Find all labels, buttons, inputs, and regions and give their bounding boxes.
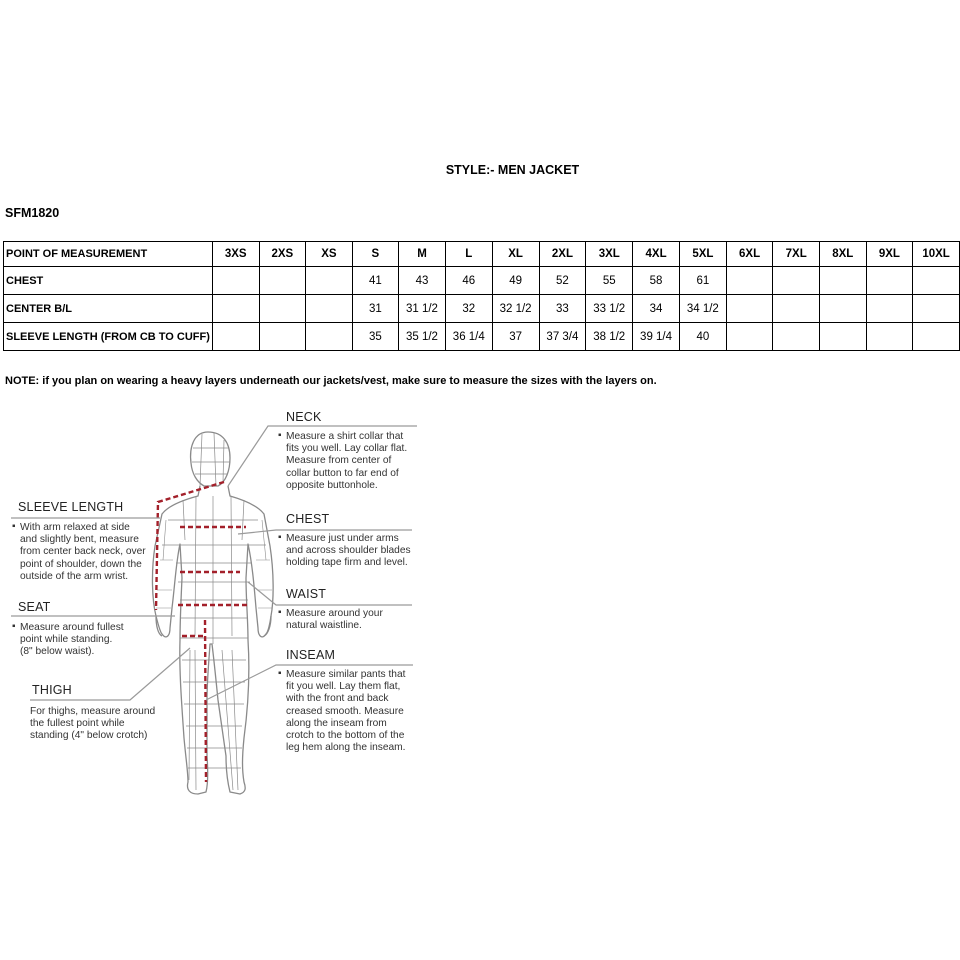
size-value-cell: 34 1/2 (679, 295, 726, 323)
instruction-line: the fullest point while (30, 718, 125, 730)
row-label: CHEST (4, 267, 213, 295)
size-value-cell: 37 3/4 (539, 323, 586, 351)
size-value-cell: 32 (445, 295, 492, 323)
instruction-line: point while standing. (20, 634, 113, 646)
header-size: 3XS (212, 242, 259, 267)
instruction-line: standing (4" below crotch) (30, 730, 148, 742)
instruction-line: Measure a shirt collar that (286, 431, 404, 442)
instruction-line: fit you well. Lay them flat, (286, 681, 401, 693)
header-size: 8XL (819, 242, 866, 267)
row-label: SLEEVE LENGTH (FROM CB TO CUFF) (4, 323, 213, 351)
size-value-cell: 39 1/4 (633, 323, 680, 351)
header-size: 7XL (773, 242, 820, 267)
instruction-line: Measure around your (286, 608, 383, 619)
size-value-cell: 55 (586, 267, 633, 295)
layering-note: NOTE: if you plan on wearing a heavy layers underneath our jackets/vest, make sure to measure the sizes with the layers on. (5, 375, 657, 387)
instruction-line: holding tape firm and level. (286, 557, 408, 569)
header-size: M (399, 242, 446, 267)
size-value-cell: 33 1/2 (586, 295, 633, 323)
instruction-line: For thighs, measure around (30, 706, 156, 717)
size-value-cell: 32 1/2 (492, 295, 539, 323)
size-value-cell: 58 (633, 267, 680, 295)
instruction-line: and across shoulder blades (286, 545, 411, 557)
size-value-cell: 61 (679, 267, 726, 295)
style-code: SFM1820 (5, 206, 60, 220)
size-value-cell: 46 (445, 267, 492, 295)
size-value-cell: 35 1/2 (399, 323, 446, 351)
bullet-icon: ▪ (12, 621, 16, 632)
seat-guide-instructions (20, 622, 124, 659)
inseam-guide-title: INSEAM (286, 648, 336, 662)
header-size: 10XL (913, 242, 960, 267)
thigh-guide-instructions (30, 706, 155, 743)
waist-guide-title: WAIST (286, 587, 327, 601)
instruction-line: Measure around fullest (20, 622, 124, 633)
instruction-line: collar button to far end of (286, 467, 399, 479)
bullet-icon: ▪ (278, 607, 282, 618)
instruction-line: creased smooth. Measure (286, 705, 404, 717)
size-value-cell: 31 1/2 (399, 295, 446, 323)
row-label: CENTER B/L (4, 295, 213, 323)
size-value-cell: 33 (539, 295, 586, 323)
instruction-line: opposite buttonhole. (286, 479, 378, 491)
inseam-guide-instructions (286, 669, 406, 754)
chest-guide-title: CHEST (286, 512, 330, 526)
instruction-line: Measure from center of (286, 455, 392, 467)
sleeve-guide-title: SLEEVE LENGTH (18, 500, 124, 514)
size-value-cell: 41 (352, 267, 398, 295)
header-size: 5XL (679, 242, 726, 267)
instruction-line: leg hem along the inseam. (286, 742, 406, 754)
instruction-line: and slightly bent, measure (20, 534, 139, 546)
inseam-measure-line (205, 620, 206, 782)
instruction-line: (8" below waist). (20, 646, 95, 658)
size-value-cell: 31 (352, 295, 398, 323)
instruction-line: point of shoulder, down the (20, 558, 142, 570)
instruction-line: natural waistline. (286, 620, 362, 632)
bullet-icon: ▪ (278, 430, 282, 441)
header-size: L (445, 242, 492, 267)
instruction-line: crotch to the bottom of the (286, 730, 405, 742)
bullet-icon: ▪ (278, 532, 282, 543)
size-value-cell: 49 (492, 267, 539, 295)
style-title: STYLE:- MEN JACKET (445, 163, 580, 177)
bullet-icon: ▪ (278, 668, 282, 679)
instruction-line: fits you well. Lay collar flat. (286, 443, 408, 455)
header-size: 2XS (259, 242, 306, 267)
header-size: 4XL (633, 242, 680, 267)
header-size: XL (492, 242, 539, 267)
instruction-line: Measure similar pants that (286, 669, 406, 680)
sleeve-measure-line (156, 482, 224, 610)
header-size: 3XL (586, 242, 633, 267)
thigh-guide-title: THIGH (32, 683, 72, 697)
size-value-cell: 52 (539, 267, 586, 295)
bullet-icon: ▪ (12, 521, 16, 532)
size-value-cell: 36 1/4 (445, 323, 492, 351)
size-value-cell: 37 (492, 323, 539, 351)
instruction-line: with the front and back (286, 693, 389, 705)
header-size: 2XL (539, 242, 586, 267)
instruction-line: along the inseam from (286, 717, 387, 729)
header-measurement-point: POINT OF MEASUREMENT (4, 242, 213, 267)
size-value-cell: 34 (633, 295, 680, 323)
header-size: 6XL (726, 242, 773, 267)
instruction-line: from center back neck, over (20, 546, 146, 558)
size-value-cell: 40 (679, 323, 726, 351)
header-size: 9XL (866, 242, 913, 267)
size-value-cell: 43 (399, 267, 446, 295)
sleeve-guide-instructions (20, 522, 146, 583)
size-value-cell: 35 (352, 323, 398, 351)
instruction-line: outside of the arm wrist. (20, 570, 129, 582)
waist-guide-instructions (286, 608, 383, 632)
neck-guide-instructions (286, 431, 407, 492)
chest-guide-instructions (286, 533, 411, 570)
header-size: XS (306, 242, 353, 267)
header-size: S (352, 242, 398, 267)
instruction-line: With arm relaxed at side (20, 522, 130, 533)
seat-guide-title: SEAT (18, 600, 51, 614)
size-value-cell: 38 1/2 (586, 323, 633, 351)
neck-guide-title: NECK (286, 410, 322, 424)
instruction-line: Measure just under arms (286, 533, 399, 544)
